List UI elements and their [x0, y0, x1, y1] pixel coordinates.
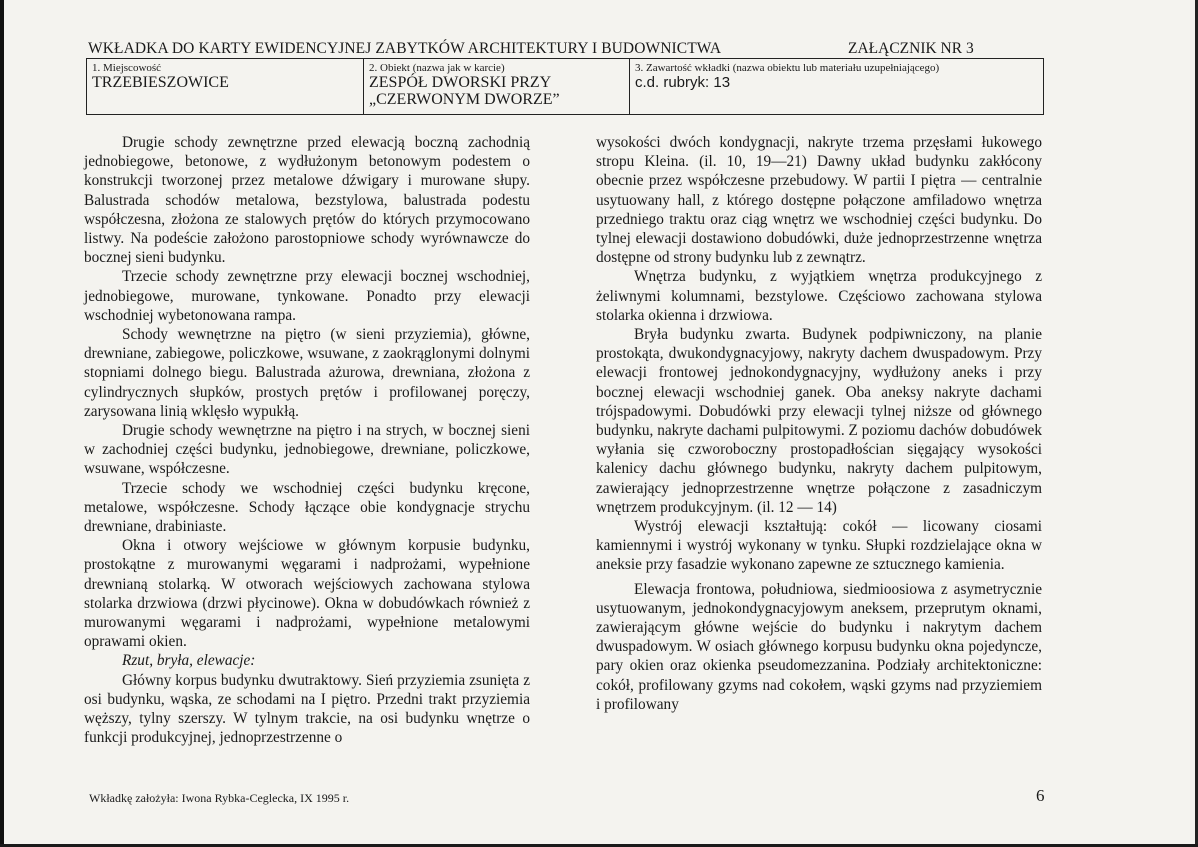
paragraph: wysokości dwóch kondygnacji, nakryte trzema przęsłami łukowego stropu Kleina. (il. 10, 19—21) Dawny układ budynku zakłócony obecnie przez współczesne przebudowy. W partii I piętra — centralnie usytuowany hall, z którego dostępne połączone amfiladowo wnętrza przedniego traktu oraz ciąg wnętrz we wschodniej części budynku. Do tylnej elewacji dostawiono dobudówki, duże jednoprzestrzenne wnętrza dostępne od strony budynku lub z zewnątrz. — [596, 134, 1042, 267]
locality-cell — [87, 59, 364, 114]
paragraph: Drugie schody zewnętrzne przed elewacją boczną zachodnią jednobiegowe, betonowe, z wydłużonym betonowym podestem o konstrukcji tworzonej przez metalowe dźwigary i murowane słupy. Balustrada schodów metalowa, bezstylowa, balustrada podestu współczesna, złożona ze stalowych prętów do których przymocowano listwy. Na podeście założono parostopniowe schody wyrównawcze do bocznej sieni budynku. — [84, 134, 530, 267]
paragraph: Schody wewnętrzne na piętro (w sieni przyziemia), główne, drewniane, zabiegowe, policzkowe, wsuwane, z zaokrąglonymi dolnymi stopniami dolnego biegu. Balustrada ażurowa, drewniana, złożona z cylindrycznych słupków, prostych prętów i profilowanej poręczy, zarysowana linią wklęsło wypukłą. — [84, 326, 530, 420]
content-cell — [630, 59, 1043, 114]
paragraph: Drugie schody wewnętrzne na piętro i na strych, w bocznej sieni w zachodniej części budynku, jednobiegowe, drewniane, policzkowe, wsuwane, współczesne. — [84, 422, 530, 478]
content-label: 3. Zawartość wkładki (nazwa obiektu lub materiału uzupełniającego) — [635, 62, 940, 74]
paragraph: Bryła budynku zwarta. Budynek podpiwniczony, na planie prostokąta, dwukondygnacyjowy, nakryty dachem dwuspadowym. Przy elewacji frontowej jednokondygnacyjny, wydłużony aneks i przy bocznej elewacji wschodniej ganek. Oba aneksy nakryte dachami trójspadowymi. Dobudówki przy elewacji tylnej niższe od głównego budynku, nakryte dachami pulpitowymi. Z poziomu dachów dobudówek wyłania się czworoboczny prostopadłościan sięgający wysokości kalenicy dachu głównego budynku, nakryty dachem pulpitowym, zawierający jednoprzestrzenne wnętrze połączone z zasadniczym wnętrzem produkcyjnym. (il. 12 — 14) — [596, 326, 1042, 516]
paragraph: Główny korpus budynku dwutraktowy. Sień przyziemia zsunięta z osi budynku, wąska, ze schodami na I piętro. Przedni trakt przyziemia węższy, tylny szerszy. W tylnym trakcie, na osi budynku wnętrze o funkcji produkcyjnej, jednoprzestrzenne o — [84, 671, 530, 747]
object-cell — [364, 59, 630, 114]
locality-value: TRZEBIESZOWICE — [92, 74, 229, 91]
annex-number: ZAŁĄCZNIK NR 3 — [848, 40, 974, 57]
scan-edge-left — [0, 0, 4, 847]
paragraph: Elewacja frontowa, południowa, siedmioosiowa z asymetrycznie usytuowanym, jednokondygnacyjowym aneksem, przeprutym oknami, zawierającym główne wejście do budynku i nakrytym dachem dwuspadowym. W osiach głównego korpusu budynku okna pojedyncze, pary okien oraz okienka pseudomezzanina. Podziały architektoniczne: cokół, profilowany gzyms nad cokołem, wąski gzyms nad przyziemiem i profilowany — [596, 580, 1042, 713]
footer-credit: Wkładkę założyła: Iwona Rybka-Ceglecka, IX 1995 r. — [89, 791, 350, 805]
object-value-line2: „CZERWONYM DWORZE” — [369, 91, 560, 108]
object-label: 2. Obiekt (nazwa jak w karcie) — [369, 62, 505, 74]
paragraph: Okna i otwory wejściowe w głównym korpusie budynku, prostokątne z murowanymi węgarami i nadprożami, wypełnione drewnianą stolarką. W otworach wejściowych zachowana stylowa stolarka drzwiowa (drzwi płycinowe). Okna w dobudówkach również z murowanymi węgarami i nadprożami, wypełnione metalowymi oprawami okien. — [84, 537, 530, 651]
paragraph: Wystrój elewacji kształtują: cokół — licowany ciosami kamiennymi i wystrój wykonany w tynku. Słupki rozdzielające okna w aneksie przy fasadzie wykonano zapewne ze sztucznego kamienia. — [596, 518, 1042, 574]
metadata-table — [86, 58, 1044, 115]
content-value: c.d. rubryk: 13 — [635, 74, 731, 91]
right-text-column — [596, 133, 1042, 714]
paragraph: Trzecie schody we wschodniej części budynku kręcone, metalowe, współczesne. Schody łączące obie kondygnacje strychu drewniane, drabiniaste. — [84, 479, 530, 536]
page-number: 6 — [1036, 786, 1045, 805]
section-heading: Rzut, bryła, elewacje: — [122, 652, 256, 670]
document-title: WKŁADKA DO KARTY EWIDENCYJNEJ ZABYTKÓW ARCHITEKTURY I BUDOWNICTWA — [88, 40, 722, 57]
locality-label: 1. Miejscowość — [92, 62, 162, 74]
left-text-column — [84, 133, 530, 748]
paragraph: Wnętrza budynku, z wyjątkiem wnętrza produkcyjnego z żeliwnymi kolumnami, bezstylowe. Częściowo zachowana stylowa stolarka okienna i drzwiowa. — [596, 268, 1042, 324]
object-value-line1: ZESPÓŁ DWORSKI PRZY — [369, 74, 552, 91]
paragraph: Trzecie schody zewnętrzne przy elewacji bocznej wschodniej, jednobiegowe, murowane, tynkowane. Ponadto przy elewacji wschodniej wybetonowana rampa. — [84, 268, 530, 324]
